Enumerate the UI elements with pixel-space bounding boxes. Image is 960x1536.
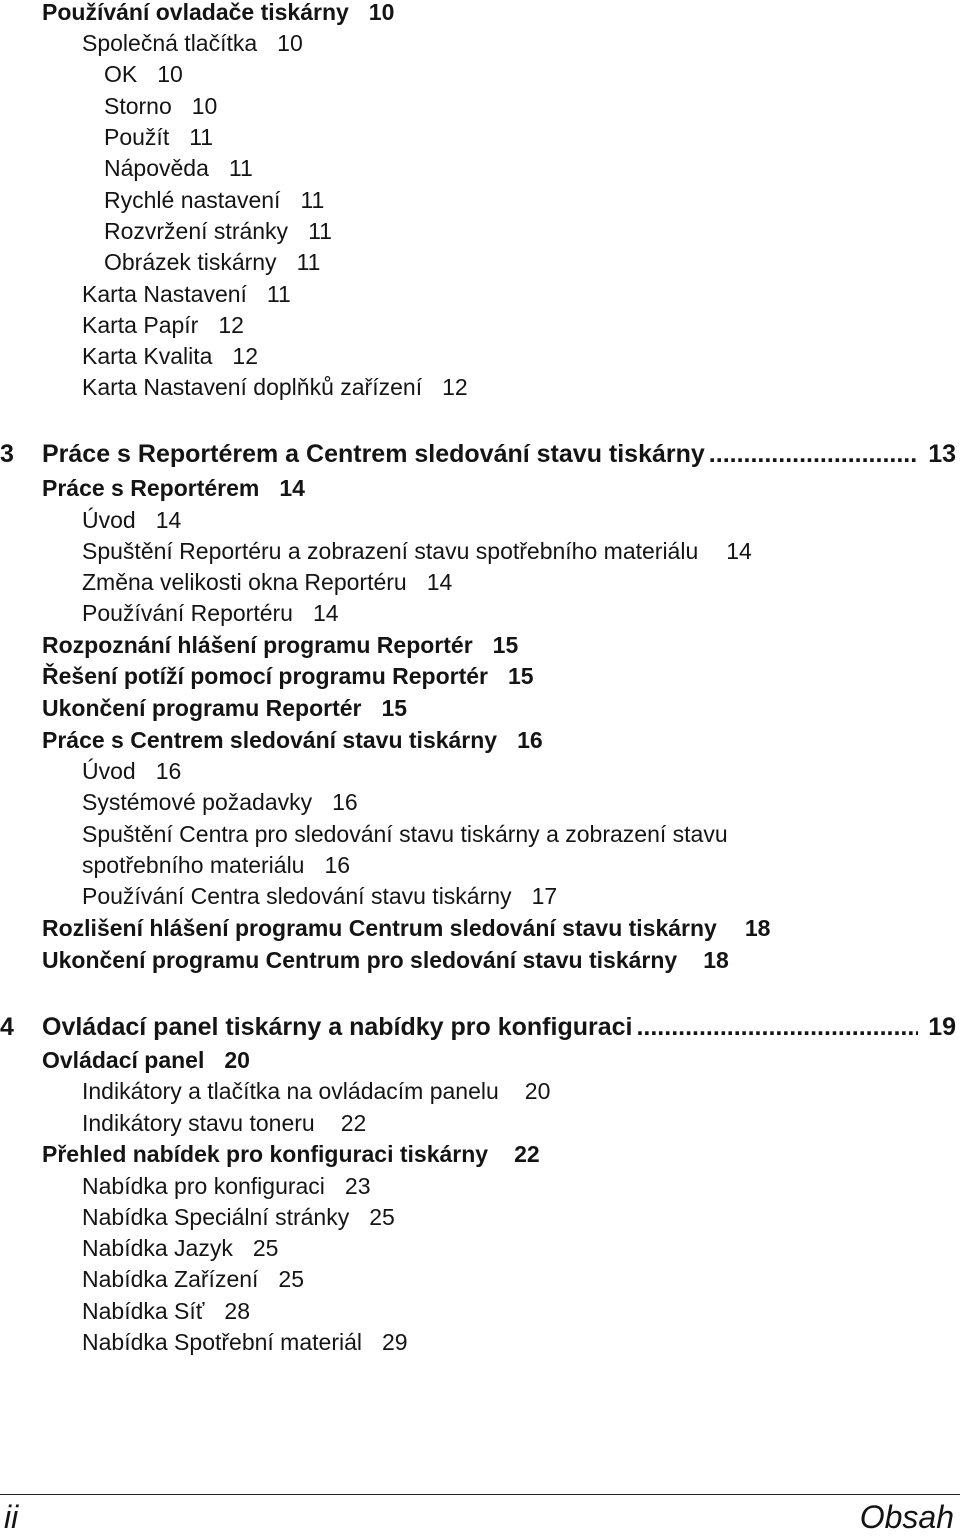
toc-entry[interactable] — [104, 247, 320, 277]
toc-entry[interactable] — [104, 122, 213, 152]
toc-entry-title: Přehled nabídek pro konfiguraci tiskárny — [42, 1141, 489, 1167]
toc-entry-page: 22 — [514, 1141, 540, 1167]
toc-entry-title: Spuštění Reportéru a zobrazení stavu spotřebního materiálu — [82, 538, 699, 564]
toc-entry-title: Používání ovladače tiskárny — [42, 0, 349, 25]
toc-entry-title: Karta Nastavení doplňků zařízení — [82, 374, 423, 400]
toc-chapter-4[interactable] — [0, 1012, 956, 1042]
toc-entry-page: 16 — [332, 789, 358, 815]
toc-entry-page: 22 — [340, 1110, 367, 1136]
toc-heading-entry[interactable] — [42, 1045, 250, 1075]
toc-entry[interactable] — [82, 1233, 278, 1263]
toc-entry[interactable] — [104, 153, 253, 183]
toc-heading-entry[interactable] — [42, 725, 543, 755]
toc-entry-title: Úvod — [82, 507, 136, 533]
toc-entry-title: Řešení potíží pomocí programu Reportér — [42, 663, 488, 689]
toc-entry-title: Společná tlačítka — [82, 30, 258, 56]
toc-entry-page: 14 — [426, 569, 453, 595]
chapter-number: 4 — [0, 1013, 14, 1041]
toc-heading-entry[interactable] — [42, 630, 518, 660]
toc-entry-page: 16 — [155, 758, 182, 784]
toc-entry-page: 15 — [381, 695, 408, 721]
toc-heading-entry[interactable] — [42, 0, 394, 27]
toc-entry-page: 25 — [252, 1235, 279, 1261]
toc-entry-page: 11 — [189, 124, 214, 150]
toc-entry-page: 14 — [279, 475, 305, 501]
toc-entry-title: Indikátory a tlačítka na ovládacím panelu — [82, 1078, 499, 1104]
toc-entry[interactable] — [82, 28, 303, 58]
toc-heading-entry[interactable] — [42, 661, 534, 691]
toc-entry-title: Rozpoznání hlášení programu Reportér — [42, 632, 473, 658]
toc-entry[interactable] — [82, 787, 358, 817]
toc-entry-page: 18 — [703, 947, 729, 973]
toc-entry[interactable] — [104, 185, 324, 215]
toc-entry-page: 11 — [300, 187, 325, 213]
toc-entry[interactable] — [82, 756, 181, 786]
toc-heading-entry[interactable] — [42, 913, 770, 943]
toc-entry[interactable] — [82, 372, 468, 402]
toc-entry[interactable] — [104, 59, 183, 89]
toc-entry-title: Nabídka Jazyk — [82, 1235, 233, 1261]
toc-entry[interactable] — [82, 310, 244, 340]
toc-entry-title: Storno — [104, 93, 172, 119]
toc-entry[interactable] — [82, 1108, 366, 1138]
toc-entry-title: Práce s Reportérem — [42, 475, 260, 501]
chapter-title: Ovládací panel tiskárny a nabídky pro konfiguraci — [42, 1013, 633, 1041]
toc-entry-page: 10 — [157, 61, 183, 87]
toc-entry-title: Karta Nastavení — [82, 281, 247, 307]
toc-entry-title: Nabídka Spotřební materiál — [82, 1329, 362, 1355]
toc-entry[interactable] — [82, 536, 752, 566]
toc-entry-page: 10 — [277, 30, 303, 56]
toc-entry[interactable] — [104, 91, 217, 121]
toc-entry-page: 10 — [191, 93, 218, 119]
toc-entry-title: Nápověda — [104, 155, 209, 181]
toc-entry-page: 11 — [308, 218, 332, 244]
toc-entry-title: Úvod — [82, 758, 136, 784]
chapter-title: Práce s Reportérem a Centrem sledování stavu tiskárny — [42, 440, 705, 468]
toc-entry-title: Ukončení programu Centrum pro sledování stavu tiskárny — [42, 947, 678, 973]
toc-entry-title: OK — [104, 61, 138, 87]
toc-entry-page: 11 — [266, 281, 291, 307]
toc-entry-page: 11 — [228, 155, 253, 181]
toc-entry-title: Nabídka Zařízení — [82, 1266, 259, 1292]
toc-heading-entry[interactable] — [42, 1139, 540, 1169]
toc-entry[interactable] — [104, 216, 332, 246]
toc-entry-title: spotřebního materiálu — [82, 852, 305, 878]
toc-entry-title: Rozvržení stránky — [104, 218, 289, 244]
toc-entry-title: Systémové požadavky — [82, 789, 313, 815]
toc-entry[interactable] — [82, 1264, 304, 1294]
chapter-page: 19 — [928, 1013, 956, 1041]
toc-entry-page: 17 — [531, 883, 558, 909]
toc-entry-title: Spuštění Centra pro sledování stavu tiskárny a zobrazení stavu — [82, 821, 728, 847]
toc-entry-page: 12 — [232, 343, 258, 369]
toc-entry-page: 29 — [382, 1329, 408, 1355]
toc-entry-page: 14 — [312, 600, 339, 626]
toc-entry-page: 23 — [344, 1173, 371, 1199]
toc-entry-page: 12 — [218, 312, 244, 338]
toc-entry-page: 10 — [368, 0, 395, 25]
toc-entry[interactable] — [82, 881, 557, 911]
toc-entry-title: Používání Reportéru — [82, 600, 293, 626]
toc-entry-title: Používání Centra sledování stavu tiskárny — [82, 883, 512, 909]
toc-entry-page: 18 — [744, 915, 771, 941]
toc-heading-entry[interactable] — [42, 693, 407, 723]
toc-chapter-3[interactable] — [0, 439, 956, 469]
toc-entry-title: Nabídka pro konfiguraci — [82, 1173, 325, 1199]
toc-entry-title: Použít — [104, 124, 170, 150]
footer-page-number: ii — [4, 1499, 19, 1535]
toc-entry-title: Rychlé nastavení — [104, 187, 281, 213]
toc-entry[interactable] — [82, 279, 291, 309]
toc-entry[interactable] — [82, 1202, 395, 1232]
toc-entry-title: Indikátory stavu toneru — [82, 1110, 315, 1136]
toc-entry-title: Nabídka Speciální stránky — [82, 1204, 350, 1230]
toc-entry-title: Nabídka Síť — [82, 1298, 205, 1324]
toc-entry-title: Karta Kvalita — [82, 343, 213, 369]
toc-entry-page: 20 — [224, 1047, 250, 1073]
chapter-number: 3 — [0, 440, 14, 468]
toc-entry-page: 14 — [155, 507, 182, 533]
toc-entry-page: 15 — [492, 632, 519, 658]
chapter-page: 13 — [928, 440, 956, 468]
toc-entry[interactable] — [82, 819, 728, 849]
footer-section-name: Obsah — [859, 1499, 954, 1535]
toc-entry-page: 14 — [726, 538, 752, 564]
toc-entry-page: 15 — [508, 663, 534, 689]
toc-entry-page: 12 — [442, 374, 468, 400]
toc-entry-page: 20 — [524, 1078, 551, 1104]
toc-entry[interactable] — [82, 1171, 371, 1201]
toc-entry-title: Práce s Centrem sledování stavu tiskárny — [42, 727, 498, 753]
toc-entry[interactable] — [82, 567, 452, 597]
toc-heading-entry[interactable] — [42, 945, 729, 975]
toc-entry-page: 16 — [324, 852, 351, 878]
toc-entry-title: Rozlišení hlášení programu Centrum sledování stavu tiskárny — [42, 915, 717, 941]
toc-entry[interactable] — [82, 505, 181, 535]
toc-entry-title: Karta Papír — [82, 312, 199, 338]
toc-entry-page: 25 — [369, 1204, 395, 1230]
toc-heading-entry[interactable] — [42, 473, 305, 503]
toc-entry[interactable] — [82, 850, 350, 880]
toc-entry-title: Ukončení programu Reportér — [42, 695, 362, 721]
toc-entry-page: 28 — [224, 1298, 251, 1324]
toc-entry-title: Změna velikosti okna Reportéru — [82, 569, 407, 595]
toc-entry-title: Obrázek tiskárny — [104, 249, 277, 275]
toc-entry[interactable] — [82, 1296, 250, 1326]
dot-leader — [705, 439, 918, 469]
toc-entry[interactable] — [82, 598, 339, 628]
toc-entry-page: 25 — [278, 1266, 305, 1292]
toc-entry[interactable] — [82, 341, 258, 371]
footer-rule — [0, 1494, 960, 1495]
toc-entry[interactable] — [82, 1076, 550, 1106]
toc-entry-page: 16 — [517, 727, 543, 753]
dot-leader — [632, 1012, 918, 1042]
toc-entry-title: Ovládací panel — [42, 1047, 205, 1073]
toc-entry[interactable] — [82, 1327, 408, 1357]
toc-entry-page: 11 — [296, 249, 321, 275]
